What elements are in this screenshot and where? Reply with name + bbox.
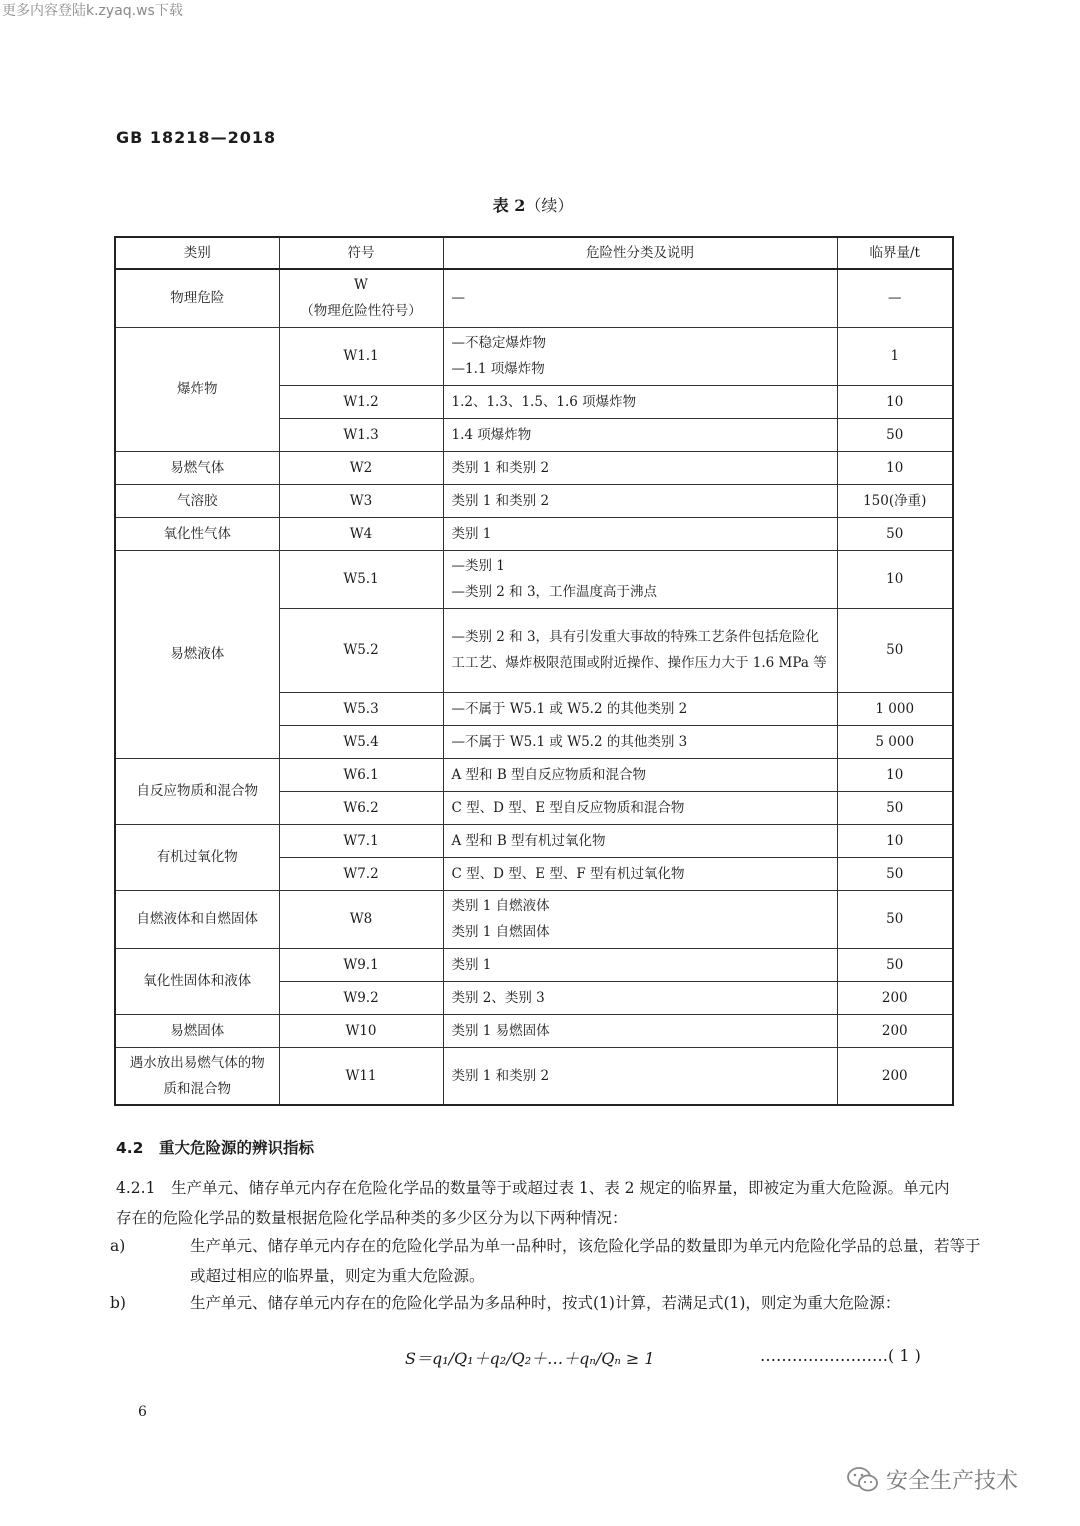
cell-description: A 型和 B 型自反应物质和混合物 [443, 758, 837, 791]
cell-symbol: W3 [279, 484, 443, 517]
cell-description: 类别 1 自燃液体 类别 1 自燃固体 [443, 890, 837, 948]
table-row [115, 824, 953, 857]
cell-category: 遇水放出易燃气体的物质和混合物 [115, 1047, 279, 1105]
header-description: 危险性分类及说明 [443, 237, 837, 269]
table-row [115, 890, 953, 948]
cell-symbol: W5.3 [279, 692, 443, 725]
cell-description: A 型和 B 型有机过氧化物 [443, 824, 837, 857]
cell-description: 类别 1 [443, 948, 837, 981]
table-caption-label: 表 2 [492, 196, 526, 215]
cell-threshold: 50 [837, 791, 953, 824]
cell-threshold: 50 [837, 890, 953, 948]
table-body [115, 269, 953, 1105]
header-threshold: 临界量/t [837, 237, 953, 269]
cell-description: 类别 1 和类别 2 [443, 484, 837, 517]
table-row [115, 948, 953, 981]
cell-symbol: W10 [279, 1014, 443, 1047]
cell-symbol: W （物理危险性符号） [279, 269, 443, 327]
cell-threshold: 50 [837, 418, 953, 451]
table-row [115, 758, 953, 791]
table-row [115, 517, 953, 550]
formula-number: ……………………( 1 ) [760, 1346, 921, 1365]
cell-threshold: 5 000 [837, 725, 953, 758]
cell-threshold: 1 000 [837, 692, 953, 725]
standard-code: GB 18218—2018 [116, 128, 277, 147]
cell-symbol: W7.2 [279, 857, 443, 890]
cell-threshold: 10 [837, 758, 953, 791]
cell-description: 类别 2、类别 3 [443, 981, 837, 1014]
cell-threshold: 50 [837, 608, 953, 692]
cell-threshold: 10 [837, 550, 953, 608]
list-item-a [110, 1231, 992, 1291]
cell-category: 爆炸物 [115, 327, 279, 451]
list-item-text: 生产单元、储存单元内存在的危险化学品为多品种时，按式(1)计算，若满足式(1)，则定为重大危险源： [190, 1294, 901, 1312]
cell-category: 自燃液体和自燃固体 [115, 890, 279, 948]
cell-symbol: W9.1 [279, 948, 443, 981]
cell-threshold: 50 [837, 857, 953, 890]
cell-symbol: W1.1 [279, 327, 443, 385]
cell-description: 类别 1 [443, 517, 837, 550]
cell-threshold: 10 [837, 824, 953, 857]
table-row [115, 269, 953, 327]
cell-description: —类别 1 —类别 2 和 3，工作温度高于沸点 [443, 550, 837, 608]
table-caption-suffix: （续） [525, 196, 574, 215]
section-number: 4.2 [116, 1139, 144, 1157]
cell-symbol: W1.2 [279, 385, 443, 418]
cell-category: 物理危险 [115, 269, 279, 327]
cell-symbol: W6.2 [279, 791, 443, 824]
table-row [115, 1014, 953, 1047]
cell-description: 1.4 项爆炸物 [443, 418, 837, 451]
cell-description: —类别 2 和 3，具有引发重大事故的特殊工艺条件包括危险化工工艺、爆炸极限范围或附近操作、操作压力大于 1.6 MPa 等 [443, 608, 837, 692]
cell-description: —不稳定爆炸物 —1.1 项爆炸物 [443, 327, 837, 385]
paragraph-4-2-1: 4.2.1 生产单元、储存单元内存在危险化学品的数量等于或超过表 1、表 2 规定的临界量，即被定为重大危险源。单元内存在的危险化学品的数量根据危险化学品种类的多少区分为以下两种情况： [116, 1179, 950, 1227]
cell-threshold: 1 [837, 327, 953, 385]
cell-description: C 型、D 型、E 型自反应物质和混合物 [443, 791, 837, 824]
source-watermark: 更多内容登陆k.zyaq.ws下载 [2, 3, 183, 19]
header-category: 类别 [115, 237, 279, 269]
cell-symbol: W9.2 [279, 981, 443, 1014]
table-row [115, 327, 953, 385]
cell-category: 易燃液体 [115, 550, 279, 758]
list-item-text: 生产单元、储存单元内存在的危险化学品为单一品种时，该危险化学品的数量即为单元内危险化学品的总量，若等于或超过相应的临界量，则定为重大危险源。 [190, 1237, 981, 1285]
cell-description: C 型、D 型、E 型、F 型有机过氧化物 [443, 857, 837, 890]
footer-brand-text: 安全生产技术 [886, 1469, 1019, 1494]
footer-brand [846, 1464, 1018, 1495]
cell-category: 自反应物质和混合物 [115, 758, 279, 824]
cell-threshold: 200 [837, 981, 953, 1014]
header-symbol: 符号 [279, 237, 443, 269]
cell-threshold: 200 [837, 1047, 953, 1105]
cell-category: 气溶胶 [115, 484, 279, 517]
page-number: 6 [138, 1404, 147, 1420]
cell-description: 1.2、1.3、1.5、1.6 项爆炸物 [443, 385, 837, 418]
list-item-label: b) [110, 1294, 126, 1312]
cell-category: 易燃固体 [115, 1014, 279, 1047]
cell-threshold: 10 [837, 385, 953, 418]
cell-threshold: 150(净重) [837, 484, 953, 517]
cell-symbol: W6.1 [279, 758, 443, 791]
list-item-label: a) [110, 1237, 126, 1255]
cell-description: — [443, 269, 837, 327]
table-row [115, 1047, 953, 1105]
cell-description: 类别 1 和类别 2 [443, 451, 837, 484]
hazard-table [114, 236, 954, 1106]
cell-threshold: — [837, 269, 953, 327]
section-title: 重大危险源的辨识指标 [158, 1139, 314, 1157]
formula: S＝q₁/Q₁＋q₂/Q₂＋…＋qₙ/Qₙ ≥ 1 [405, 1349, 655, 1368]
cell-symbol: W1.3 [279, 418, 443, 451]
cell-category: 氧化性气体 [115, 517, 279, 550]
cell-description: —不属于 W5.1 或 W5.2 的其他类别 3 [443, 725, 837, 758]
cell-threshold: 50 [837, 948, 953, 981]
cell-symbol: W4 [279, 517, 443, 550]
cell-description: —不属于 W5.1 或 W5.2 的其他类别 2 [443, 692, 837, 725]
table-header-row [115, 237, 953, 269]
wechat-icon [846, 1466, 880, 1494]
cell-symbol: W5.2 [279, 608, 443, 692]
cell-symbol: W7.1 [279, 824, 443, 857]
cell-category: 氧化性固体和液体 [115, 948, 279, 1014]
cell-threshold: 10 [837, 451, 953, 484]
cell-symbol: W5.1 [279, 550, 443, 608]
section-heading [116, 1136, 314, 1158]
cell-threshold: 50 [837, 517, 953, 550]
cell-category: 有机过氧化物 [115, 824, 279, 890]
table-row [115, 484, 953, 517]
list-item-b [110, 1288, 992, 1318]
cell-symbol: W11 [279, 1047, 443, 1105]
table-row [115, 451, 953, 484]
cell-description: 类别 1 易燃固体 [443, 1014, 837, 1047]
cell-threshold: 200 [837, 1014, 953, 1047]
cell-category: 易燃气体 [115, 451, 279, 484]
cell-symbol: W2 [279, 451, 443, 484]
table-caption [0, 193, 1066, 216]
cell-symbol: W5.4 [279, 725, 443, 758]
cell-symbol: W8 [279, 890, 443, 948]
table-row [115, 550, 953, 608]
cell-description: 类别 1 和类别 2 [443, 1047, 837, 1105]
